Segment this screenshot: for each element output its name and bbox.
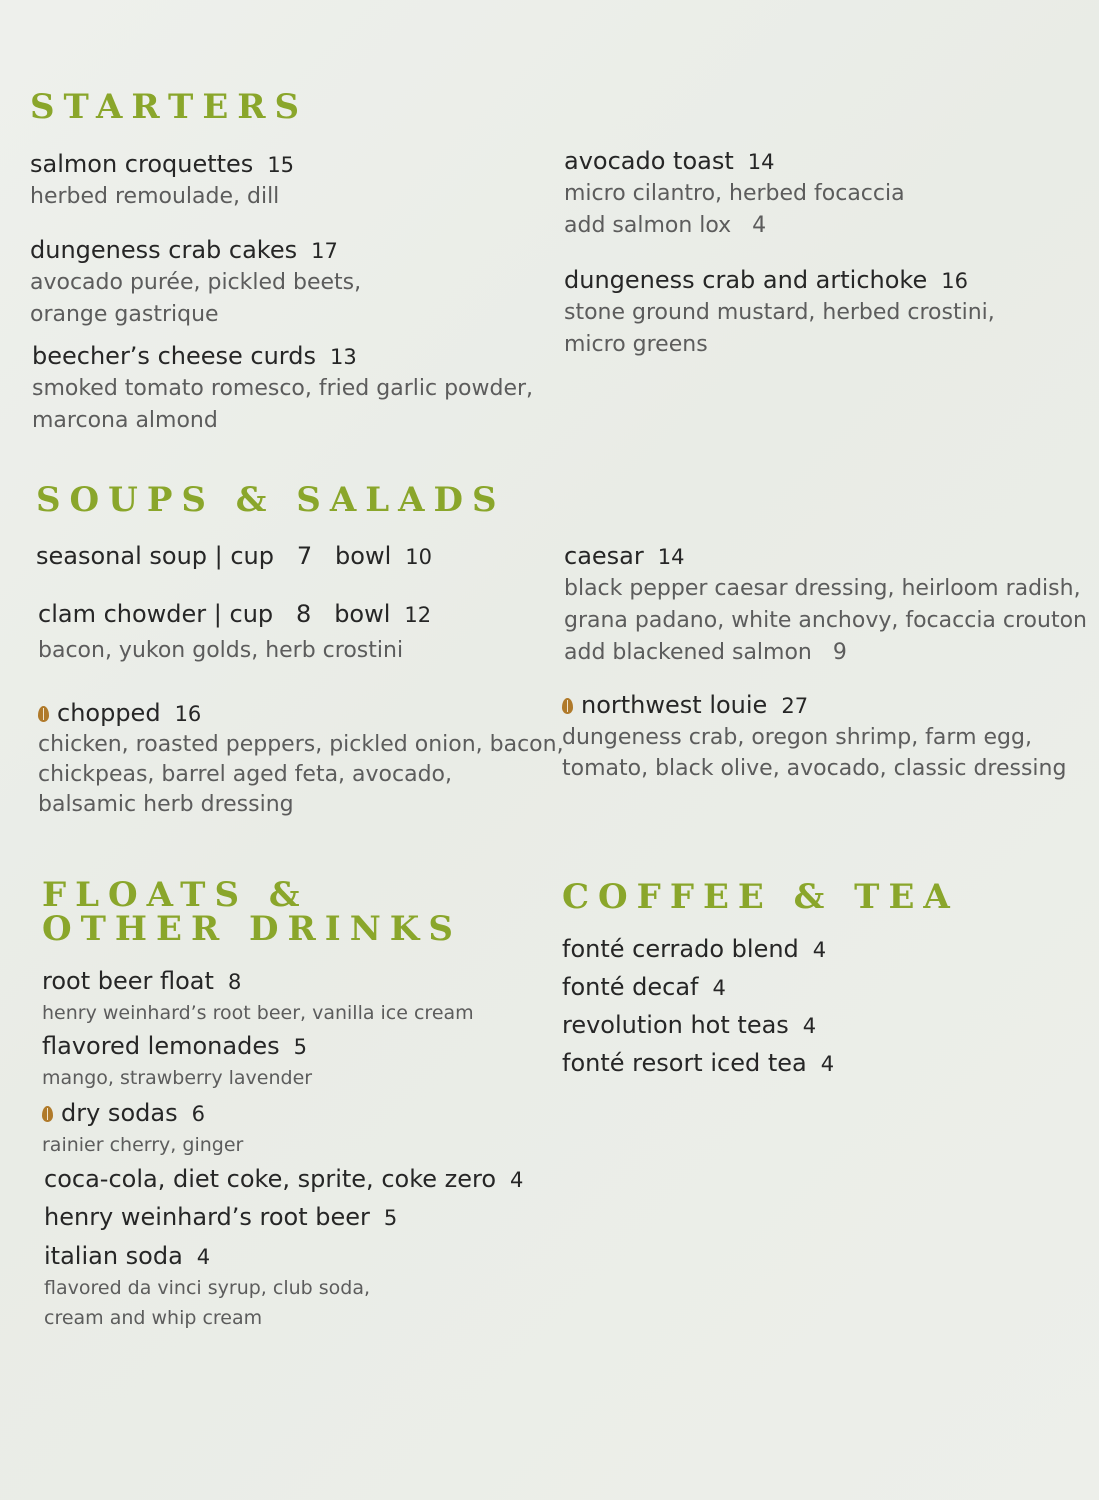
item-description: micro cilantro, herbed focaccia — [564, 181, 905, 206]
item-name-line — [42, 1097, 243, 1130]
item-name-line — [564, 540, 1087, 573]
menu-item — [44, 1201, 397, 1234]
item-name: fonté resort iced tea — [562, 1049, 807, 1077]
item-name-line — [44, 1240, 370, 1273]
item-description: grana padano, white anchovy, focaccia crouton — [564, 608, 1087, 633]
item-description: micro greens — [564, 332, 708, 357]
leaf-icon — [42, 1106, 53, 1122]
menu-item — [562, 1047, 834, 1080]
item-description: rainier cherry, ginger — [42, 1134, 244, 1156]
item-description: tomato, black olive, avocado, classic dressing — [562, 756, 1067, 781]
item-name-line — [42, 965, 474, 998]
item-price: 5 — [383, 1206, 398, 1230]
item-name: caesar — [564, 542, 644, 570]
item-price: 13 — [330, 345, 357, 369]
soups-salads-heading: SOUPS & SALADS — [36, 480, 506, 520]
menu-item — [42, 1097, 243, 1160]
item-name-line — [32, 340, 533, 373]
item-name-line — [38, 697, 564, 730]
menu-item — [564, 145, 905, 242]
menu-item — [564, 264, 995, 361]
menu-item — [30, 148, 294, 213]
menu-item — [562, 689, 1066, 784]
item-description: flavored da vinci syrup, club soda, — [44, 1277, 371, 1299]
item-description: cream and whip cream — [44, 1307, 263, 1329]
item-price: 4 — [802, 1014, 817, 1038]
item-name-line — [562, 971, 726, 1004]
item-price: 4 — [712, 976, 726, 1000]
item-description: marcona almond — [32, 408, 218, 433]
item-name-line — [44, 1163, 523, 1196]
item-description: balsamic herb dressing — [38, 792, 294, 817]
item-name-line — [30, 234, 361, 267]
menu-item — [562, 1009, 816, 1042]
item-name: italian soda — [44, 1242, 183, 1270]
menu-item — [30, 234, 361, 331]
item-price: 4 — [196, 1245, 211, 1269]
floats-heading-line1: FLOATS & — [42, 875, 309, 915]
item-name: fonté cerrado blend — [562, 935, 799, 963]
menu-item — [32, 340, 533, 437]
item-name-line — [38, 598, 431, 631]
item-description: mango, strawberry lavender — [42, 1067, 313, 1089]
item-description: stone ground mustard, herbed crostini, — [564, 300, 995, 325]
item-name-line — [562, 1009, 816, 1042]
item-name-line — [564, 145, 905, 178]
leaf-icon — [562, 698, 573, 714]
item-name: revolution hot teas — [562, 1011, 789, 1039]
coffee-tea-heading: COFFEE & TEA — [562, 877, 959, 917]
item-price: 14 — [657, 545, 685, 569]
item-name: salmon croquettes — [30, 150, 254, 178]
item-name: dungeness crab cakes — [30, 236, 298, 264]
item-description: chicken, roasted peppers, pickled onion, bacon, — [38, 732, 564, 757]
item-description: black pepper caesar dressing, heirloom radish, — [564, 576, 1081, 601]
item-price: 4 — [820, 1052, 835, 1076]
item-price: 4 — [510, 1168, 524, 1192]
item-price: 16 — [941, 269, 968, 293]
item-price: 10 — [405, 545, 432, 569]
item-description: orange gastrique — [30, 302, 219, 327]
item-description: chickpeas, barrel aged feta, avocado, — [38, 762, 452, 787]
starters-heading: STARTERS — [30, 87, 309, 127]
menu-item — [562, 971, 726, 1004]
floats-heading-line2: OTHER DRINKS — [42, 909, 462, 949]
item-name-line — [36, 540, 432, 573]
item-name: coca-cola, diet coke, sprite, coke zero — [44, 1165, 497, 1193]
item-price: 14 — [747, 150, 775, 174]
item-name: root beer float — [42, 967, 214, 995]
item-name: beecher’s cheese curds — [32, 342, 316, 370]
menu-item — [38, 598, 431, 667]
item-price: 27 — [781, 694, 809, 718]
item-description: smoked tomato romesco, fried garlic powder, — [32, 376, 534, 401]
item-price: 8 — [227, 970, 242, 994]
item-name-line — [42, 1030, 312, 1063]
item-description: henry weinhard’s root beer, vanilla ice cream — [42, 1002, 474, 1024]
menu-item — [44, 1163, 523, 1196]
item-price: 17 — [311, 239, 338, 263]
item-name-line — [44, 1201, 397, 1234]
item-name-line — [564, 264, 995, 297]
menu-item — [42, 965, 474, 1028]
menu-item — [42, 1030, 312, 1093]
menu-item — [564, 540, 1087, 669]
item-name: clam chowder | cup 8 bowl — [38, 600, 391, 628]
menu-item — [36, 540, 432, 573]
item-price: 16 — [174, 702, 202, 726]
item-name: avocado toast — [564, 147, 734, 175]
menu-item — [38, 697, 564, 820]
item-name: chopped — [57, 699, 161, 727]
item-description: herbed remoulade, dill — [30, 184, 280, 209]
item-description: add salmon lox 4 — [564, 213, 767, 238]
leaf-icon — [38, 706, 49, 722]
item-name: fonté decaf — [562, 973, 699, 1001]
menu-item — [44, 1240, 370, 1333]
item-name: dungeness crab and artichoke — [564, 266, 928, 294]
item-price: 4 — [812, 938, 827, 962]
menu-item — [562, 933, 826, 966]
item-name-line — [562, 689, 1066, 722]
item-description: dungeness crab, oregon shrimp, farm egg, — [562, 725, 1032, 750]
item-price: 5 — [293, 1035, 307, 1059]
item-name-line — [562, 933, 826, 966]
item-name-line — [30, 148, 294, 181]
item-name: dry sodas — [61, 1099, 178, 1127]
item-name: henry weinhard’s root beer — [44, 1203, 370, 1231]
item-price: 6 — [191, 1102, 205, 1126]
item-name-line — [562, 1047, 834, 1080]
item-description: avocado purée, pickled beets, — [30, 270, 362, 295]
item-description: bacon, yukon golds, herb crostini — [38, 638, 404, 663]
item-name: flavored lemonades — [42, 1032, 280, 1060]
item-price: 15 — [267, 153, 295, 177]
item-name: seasonal soup | cup 7 bowl — [36, 542, 392, 570]
item-description: add blackened salmon 9 — [564, 640, 847, 665]
item-price: 12 — [404, 603, 432, 627]
item-name: northwest louie — [581, 691, 768, 719]
